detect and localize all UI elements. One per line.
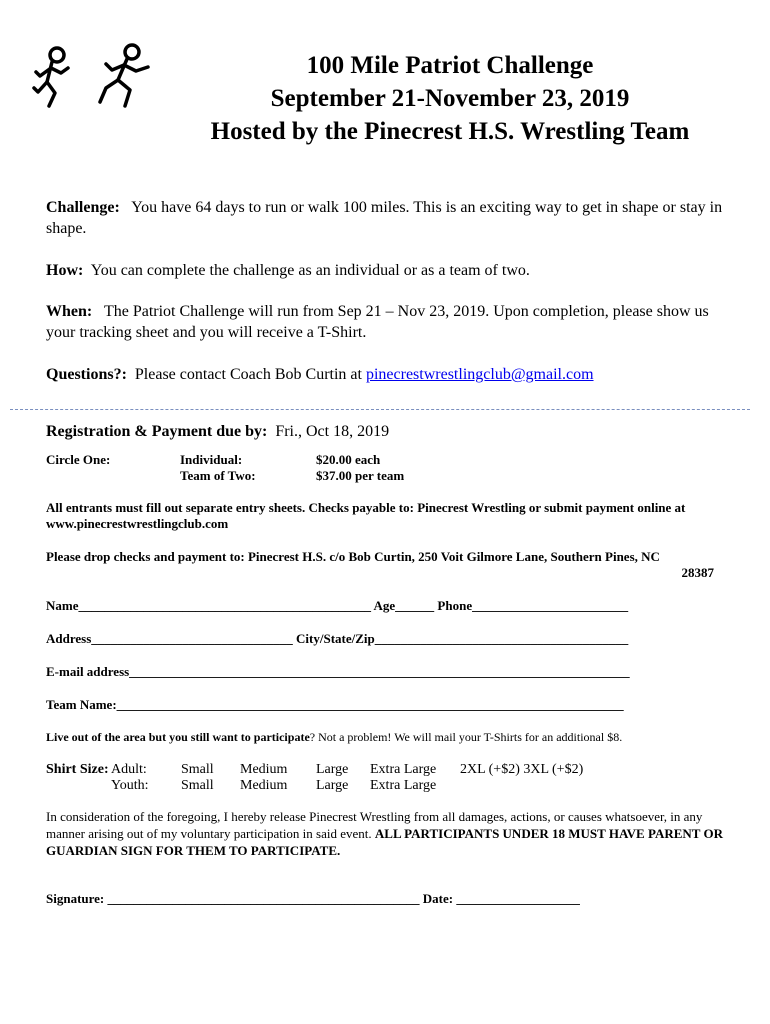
individual-option[interactable]: Individual:: [180, 452, 243, 467]
shirt-size-label: Shirt Size:: [46, 762, 109, 777]
registration-heading: [46, 422, 389, 442]
youth-large-option[interactable]: Large: [316, 778, 349, 793]
questions-text: Please contact Coach Bob Curtin at: [134, 366, 362, 383]
challenge-paragraph: [46, 197, 726, 239]
individual-price: $20.00 each: [316, 452, 381, 467]
shirt-youth-label: Youth:: [111, 778, 149, 793]
adult-xlarge-option[interactable]: Extra Large: [370, 762, 437, 777]
questions-paragraph: [46, 364, 726, 385]
how-paragraph: [46, 260, 726, 281]
when-paragraph: [46, 301, 726, 343]
cut-line-divider: [10, 409, 750, 410]
drop-off-line: Please drop checks and payment to: Pinecrest H.S. c/o Bob Curtin, 250 Voit Gilmore Lane, Southern Pines, NC: [46, 549, 660, 564]
circle-one-label: Circle One:: [46, 452, 111, 467]
youth-xlarge-option[interactable]: Extra Large: [370, 778, 437, 793]
when-label: When:: [46, 303, 93, 320]
challenge-text: You have 64 days to run or walk 100 miles. This is an exciting way to get in shape or stay in shape.: [46, 199, 723, 237]
team-price: $37.00 per team: [316, 468, 405, 483]
adult-large-option[interactable]: Large: [316, 762, 349, 777]
team-option[interactable]: Team of Two:: [180, 468, 256, 483]
adult-small-option[interactable]: Small: [181, 762, 214, 777]
oversize-options[interactable]: 2XL (+$2) 3XL (+$2): [460, 762, 584, 777]
drop-off-zip: 28387: [681, 565, 714, 580]
email-field[interactable]: E-mail address_____________________________________________________________________________: [46, 664, 630, 679]
youth-small-option[interactable]: Small: [181, 778, 214, 793]
adult-medium-option[interactable]: Medium: [240, 762, 288, 777]
registration-due-date: Fri., Oct 18, 2019: [275, 423, 390, 440]
runners-logo: [30, 40, 165, 120]
signature-date-field[interactable]: Signature: ________________________________________________ Date: ___________________: [46, 891, 580, 906]
shirt-adult-label: Adult:: [111, 762, 147, 777]
when-text: The Patriot Challenge will run from Sep 21 – Nov 23, 2019. Upon completion, please show us your tracking sheet and you will receive a T-Shirt.: [46, 303, 709, 341]
youth-medium-option[interactable]: Medium: [240, 778, 288, 793]
outside-area-rest: ? Not a problem! We will mail your T-Shirts for an additional $8.: [309, 730, 623, 744]
entrants-note: All entrants must fill out separate entry sheets. Checks payable to: Pinecrest Wrestling or submit payment online at www.pinecrestwrestlingclub.com: [46, 500, 686, 531]
title-line-2: September 21-November 23, 2019: [270, 85, 630, 112]
challenge-label: Challenge:: [46, 199, 120, 216]
release-text: In consideration of the foregoing, I hereby release Pinecrest Wrestling from all damages, actions, or causes whatsoever, in any manner arising out of my voluntary participation in said event.: [46, 809, 703, 841]
title-line-3: Hosted by the Pinecrest H.S. Wrestling Team: [210, 118, 690, 145]
how-text: You can complete the challenge as an individual or as a team of two.: [90, 262, 530, 279]
team-name-field[interactable]: Team Name:______________________________________________________________________________: [46, 697, 624, 712]
questions-label: Questions?:: [46, 366, 127, 383]
release-bold-text: ALL PARTICIPANTS UNDER 18 MUST HAVE PARENT OR GUARDIAN SIGN FOR THEM TO PARTICIPATE.: [46, 826, 723, 858]
release-paragraph: [46, 808, 728, 859]
name-age-phone-field[interactable]: Name_____________________________________________ Age______ Phone________________________: [46, 598, 629, 613]
registration-label: Registration & Payment due by:: [46, 423, 268, 440]
outside-area-bold: Live out of the area but you still want to participate: [46, 730, 310, 744]
outside-area-note: [46, 729, 622, 745]
title-line-1: 100 Mile Patriot Challenge: [306, 52, 594, 79]
contact-email-link[interactable]: pinecrestwrestlingclub@gmail.com: [365, 366, 594, 383]
address-field[interactable]: Address_______________________________ City/State/Zip_______________________________________: [46, 631, 629, 646]
how-label: How:: [46, 262, 84, 279]
